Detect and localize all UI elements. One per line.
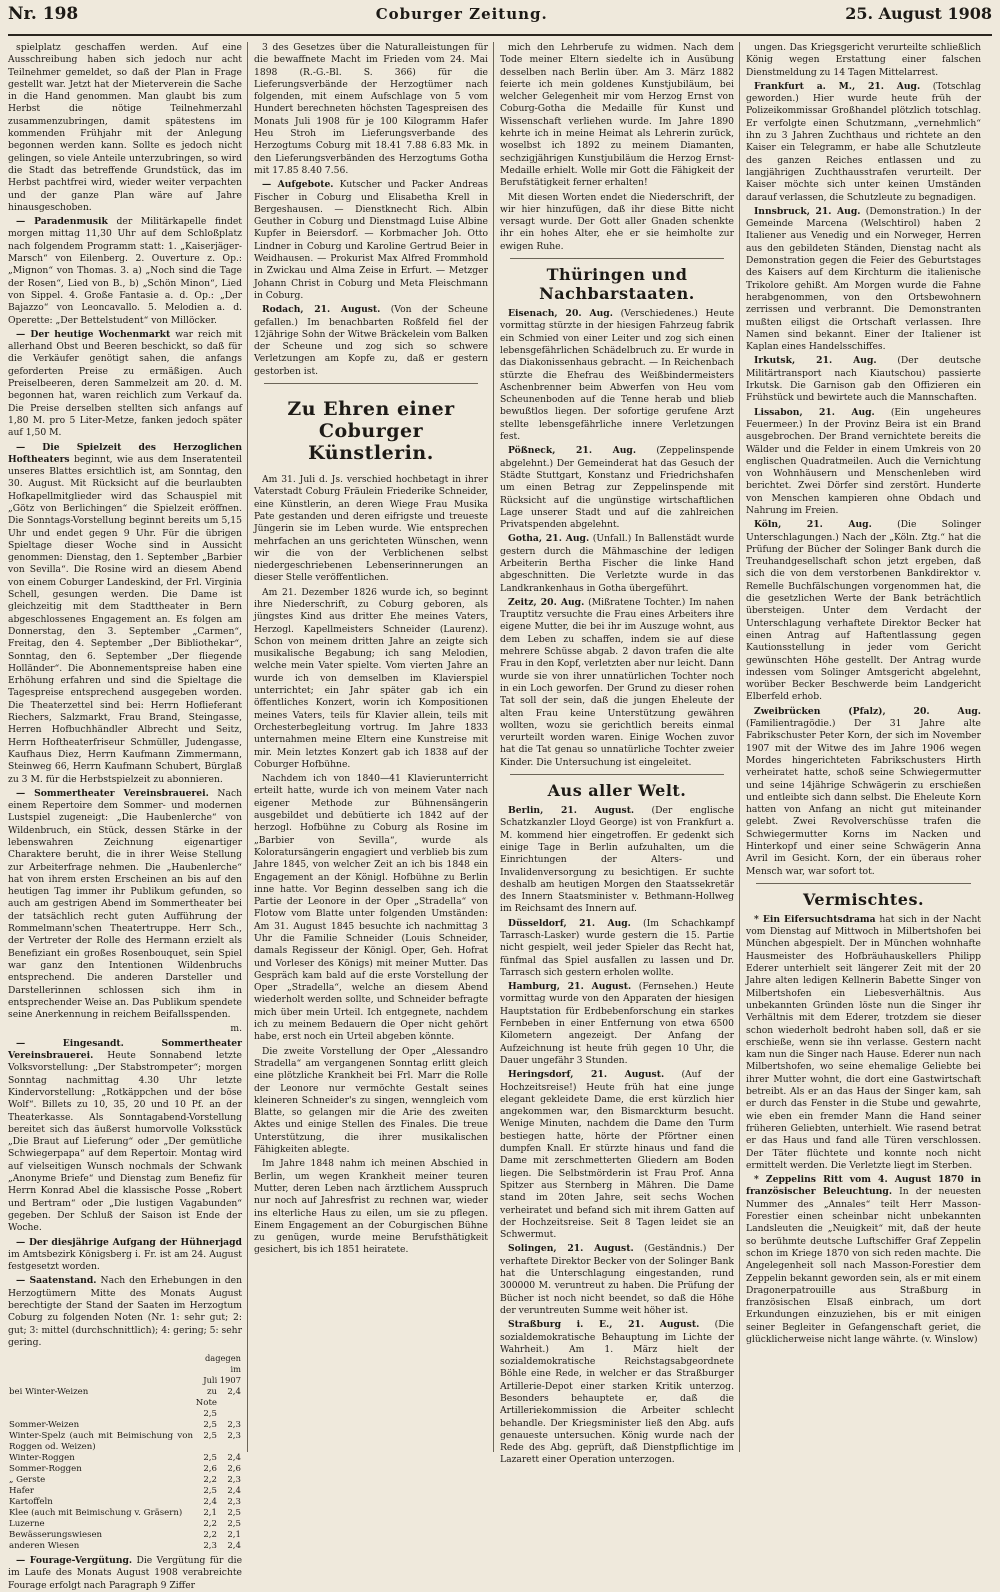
table-cell-label: Sommer-Weizen (9, 1420, 80, 1431)
article-subheading: (Geständnis.) (644, 1243, 707, 1255)
table-cell-note: zu Note 2,5 (195, 1387, 217, 1420)
article-subheading: (Demonstration.) (865, 205, 946, 217)
table-cell-note: 2,5 (203, 1431, 217, 1442)
article-heading: * Zeppelins Ritt vom 4. August 1870 in französischer Beleuchtung. (746, 1174, 981, 1198)
table-row (8, 1464, 242, 1475)
article-heading: — Fourage-Vergütung. (16, 1555, 133, 1567)
article-duesseldorf (500, 918, 734, 979)
article-heading: — Der heutige Wochenmarkt (16, 328, 171, 340)
article-saatenstand (8, 1275, 242, 1349)
table-cell-label: Luzerne (9, 1519, 45, 1530)
article-heading: Lissabon, 21. Aug. (754, 406, 875, 418)
article-text: In Ballenstädt wurde gestern durch die Mähmaschine der ledigen Arbeiterin Bertha Fischer die linke Hand abgeschnitten. Die Verletzte wurde in das Landkrankenhaus in Gotha übergeführt. (500, 533, 735, 594)
article-frankfurt (746, 81, 981, 204)
article-text: ist von Frankfurt a. M. kommend hier eingetroffen. Er gedenkt sich einige Tage in Berlin aufzuhalten, um die Einrichtungen der Alters- und Invalidenversorgung zu besichtigen. Er suchte deshalb am heutigen Morgen den Staatssekretär des Innern Staatsminister v. Bethmann-Hollweg im Reichsamt des Innern auf. (500, 817, 735, 915)
table-cell-prev: 2,5 (227, 1508, 241, 1519)
table-header-a: dagegen im (204, 1353, 241, 1375)
article-heading: Zweibrücken (Pfalz), 20. Aug. (754, 705, 981, 717)
article-text: Nach einem Repertoire dem Sommer- und modernen Lustspiel zugeneigt: „Die Haubenlerche“ von Wildenbruch, ein Stück, dessen Stärke in der lebenswahren Zeichnung eigenartiger Charaktere beruht, die in ihrer Weise Stellung zur Arbeiterfrage nehmen. Die „Haubenlerche“ hat von ihrem ersten Erscheinen an bis auf den heutigen Tag immer ihr Publikum gefunden, so auch am gestrigen Abend im Sommertheater bei der tatsächlich recht guten Aufführung der Rommelmann'schen Theatertruppe. Herr Sch., der Vertreter der Rolle des Hermann erzielt als Benefiziant ein großes Rosenbouquet, sein Spiel war ganz den Intentionen Wildenbruchs entsprechend. Die anderen Darsteller und Darstellerinnen schlossen sich ihm in entsprechender Weise an. Das Publikum spendete seine Anerkennung in reichem Beifallsspenden. (8, 787, 243, 1021)
article-huehnerjagd (8, 1237, 242, 1274)
article-text: Am 1. März hielt der sozialdemokratische Reichstagsabgeordnete Böhle eine Rede, in welcher er das Straßburger Artillerie-Depot einer starken Kritik unterzog. Besonders behauptete er, daß die Artilleriekommission die Arbeiter schlecht behandle. Der Kriegsminister ließ den Abg. aufs genaueste untersuchen. König wurde nach der Rede des Abg. geprüft, daß Dienstpflichtige im Lazarett einer Operation unterzogen. (500, 1343, 735, 1466)
article-gotha (500, 533, 734, 594)
article-text: 3 des Gesetzes über die Naturalleistungen für die bewaffnete Macht im Frieden vom 24. Mai 1898 (R.-G.-Bl. S. 366) für die Lieferungsverbände der Herzogtümer nach folgenden, mit einem Aufschlage von 5 vom Hundert berechneten höchsten Tagespreisen des Monats Juli 1908 für je 100 Kilogramm Hafer Heu Stroh im Lieferungsverbande des Herzogtums Coburg mit 18.41 7.88 6.83 Mk. in den Lieferungsverbänden des Herzogtums Gotha mit 17.85 8.40 7.56. (254, 42, 488, 176)
article-text: Kutscher und Packer Andreas Fischer in Coburg und Elisabetha Krell in Bergeshausen. — Dienstknecht Rich. Albin Geuther in Coburg und Dienstmagd Luise Albine Kupfer in Beiersdorf. — Korbmacher Joh. Otto Lindner in Coburg und Karoline Gertrud Beier in Weidhausen. — Prokurist Max Alfred Frommhold in Zwickau und Alma Zeise in Erfurt. — Metzger Johann Christ in Coburg und Meta Fleischmann in Coburg. (254, 179, 488, 301)
table-cell-prev: 2,4 (227, 1387, 241, 1398)
article-heading: * Ein Eifersuchtsdrama (754, 913, 876, 925)
column-2 (254, 42, 494, 1452)
article-rodach (254, 304, 488, 378)
table-cell-label: Klee (auch mit Beimischung v. Gräsern) (9, 1508, 183, 1519)
table-cell-prev: 2,3 (227, 1497, 241, 1508)
article-text: Die zweite Vorstellung der Oper „Alessandro Stradella“ am vergangenen Sonntag erlitt gleich eine plötzliche Krankheit bei Frl. Marr die Rolle der Leonore nur vermöchte Gestalt seines kleineren Schneider's zu singen, wenngleich vom Blatte, so gelangen mir die Arie des zweiten Aktes und einige Stellen des Finales. Die treue Unterstützung, die ihrer musikalischen Fähigkeiten ablegte. (254, 1045, 488, 1156)
table-cell-note: 2,5 (203, 1453, 217, 1464)
article-text: Im benachbarten Roßfeld fiel der 12jährige Sohn der Witwe Bräckelein vom Balken der Scheune und zog sich so schwere Verletzungen am Kopfe zu, daß er gestern gestorben ist. (254, 316, 488, 377)
table-cell-prev: 2,6 (227, 1464, 241, 1475)
article-heading: — Aufgebote. (262, 179, 334, 191)
article-heading: Solingen, 21. August. (508, 1243, 634, 1255)
article-text: In der neuesten Nummer des „Annales“ teilt Herr Masson-Forestier einen scheinbar nicht unbekannten Landsleuten die „Neuigkeit“ mit, daß der heute so berühmte deutsche Luftschiffer Graf Zeppelin schon im Kriege 1870 von sich reden machte. Die Angelegenheit soll nach Masson-Forestier dem Zeppelin bekannt geworden sein, als er mit einem Dragonerpatrouille aus Straßburg in französischen Elsaß einbrach, um dort Erkundungen einzuziehen, bis er mit einigen seiner Begleiter in Gefangenschaft geriet, die glücklicherweise nicht lange währte. (v. Winslow) (746, 1186, 981, 1345)
article-text: Der verhaftete Direktor Becker von der Solinger Bank hat die Unterschlagung eingestanden, rund 300000 M. veruntreut zu haben. Die Prüfung der Bücher ist noch nicht beendet, so daß die Höhe der veruntreuten Summe weit höher ist. (500, 1243, 735, 1316)
article-zweibruecken (746, 706, 981, 878)
article-subheading: (Verschiedenes.) (620, 308, 698, 320)
table-cell-note: 2,2 (203, 1519, 217, 1530)
article-heading: — Saatenstand. (16, 1275, 97, 1287)
table-cell-prev: 2,5 (227, 1519, 241, 1530)
article-heading: Irkutsk, 21. Aug. (754, 355, 877, 367)
table-cell-prev: 2,3 (227, 1420, 241, 1431)
table-header-row (8, 1352, 242, 1387)
column-3 (500, 42, 740, 1466)
signature: m. (230, 1023, 242, 1035)
table-cell-prev: 2,4 (227, 1541, 241, 1552)
table-cell-label: anderen Wiesen (9, 1541, 80, 1552)
article-heading: Straßburg i. E., 21. August. (508, 1319, 700, 1331)
article-eisenach (500, 308, 734, 443)
article-strassburg (500, 1319, 734, 1467)
divider (264, 383, 478, 384)
article-text: Hier wurde heute früh der Polizeikommissar Großhandel plötzlich totschlag. Er verfolgte einen Schutzmann, „vernehmlich“ ihn zu 3 Jahren Zuchthaus und richtete an den Kaiser ein Telegramm, er habe alle Schutzleute des ganzen Reiches entlassen und zu langjährigen Zuchthausstrafen verurteilt. Der Kaiser möchte sich unter keinen Umständen darauf verlassen, die Schutzleute zu begnadigen. (746, 93, 981, 203)
table-cell-prev: 2,3 (227, 1431, 241, 1442)
table-cell-label: „ Gerste (9, 1475, 46, 1486)
issue-date: 25. August 1908 (845, 4, 992, 23)
article-text: ungen. Das Kriegsgericht verurteilte schließlich König wegen Erstattung einer falschen Dienstmeldung zu 14 Tagen Mittelarrest. (746, 42, 981, 78)
article-lissabon (746, 407, 981, 518)
article-heading: Berlin, 21. August. (508, 805, 635, 817)
section-heading-thueringen: Thüringen und Nachbarstaaten. (539, 265, 695, 304)
article-text: Mit diesen Worten endet die Niederschrift, der wir hier hinzufügen, daß ihr diese Bitte nicht versagt wurde. Der Gott aller Gnaden schenkte ihr ein hohes Alter, ehe er sie heimholte zur ewigen Ruhe. (500, 191, 734, 252)
article-text: war reich mit allerhand Obst und Beeren beschickt, so daß für die Verkäufer genötigt sahen, die anfangs geforderten Preise zu ermäßigen. Auch Preiselbeeren, deren Sammelzeit am 20. d. M. begonnen hat, waren reichlich zum Verkauf da. Die Preise derselben stellten sich anfangs auf 1,80 M. pro 5 Liter-Metze, fanken jedoch später auf 1,50 M. (8, 328, 243, 439)
table-row (8, 1486, 242, 1497)
article-text: Im Jahre 1848 nahm ich meinen Abschied in Berlin, um wegen Krankheit meiner teuren Mutter, deren Leben nach ärztlichem Ausspruch nur noch auf Jahresfrist zu rechnen war, wieder ins elterliche Haus zu eilen, um sie zu pflegen. Einem Engagement an der Coburgischen Bühne zu genügen, wurde meine Berufsthätigkeit gesichert, bis ich 1851 heiratete. (254, 1158, 488, 1256)
article-subheading: (Der englische Schatzkanzler Lloyd George) (500, 805, 735, 829)
column-container (8, 42, 992, 1591)
article-heading: — Sommertheater Vereinsbrauerei. (16, 787, 209, 799)
article-irkutsk (746, 355, 981, 404)
article-heading: Gotha, 21. Aug. (508, 533, 590, 545)
article-hoftheater (8, 442, 242, 786)
table-cell-note: 2,3 (203, 1541, 217, 1552)
article-heading: Rodach, 21. August. (262, 304, 381, 316)
article-text: Nach der „Köln. Ztg.“ hat die Prüfung der Bücher der Solinger Bank durch die Treuhandgesellschaft schon jetzt ergeben, daß sich die von dem verstorbenen Bankdirektor v. Remelle Buchfälschungen vorgenommen hat, die die gesetzlichen Werte der Bank beträchtlich übersteigen. Unter dem Verdacht der Unterschlagung verhaftete Direktor Becker hat einen Antrag auf Haftentlassung gegen Kautionsstellung in jeder vom Gericht gewünschten Höhe gestellt. Der Antrag wurde indessen vom Solinger Amtsgericht abgelehnt, worüber Becker Beschwerde beim Landgericht Elberfeld erhob. (746, 531, 982, 703)
article-poessneck (500, 445, 734, 531)
article-fourage (8, 1555, 242, 1592)
table-cell-note: 2,4 (203, 1497, 217, 1508)
article-heading: Zeitz, 20. Aug. (508, 596, 585, 608)
article-eifersuchtsdrama (746, 914, 981, 1172)
article-subheading: (Im Schachkampf Tarrasch-Lasker) (500, 917, 734, 941)
article-text: Heute früh hat eine junge elegant gekleidete Dame, die erst kürzlich hier angekommen war, den Bismarckturm besucht. Wenige Minuten, nachdem die Dame den Turm bestiegen hatte, hörte der Pförtner einen dumpfen Knall. Er stürzte hinaus und fand die Dame mit zerschmetterten Gliedern am Boden liegen. Die Selbstmörderin ist Frau Prof. Anna Spitzer aus Sternberg in Mähren. Die Dame stand im 20ten Jahre, seit sechs Wochen verheiratet und befand sich mit ihrem Gatten auf der Hochzeitsreise. Seit 8 Tagen leidet sie an Schwermut. (500, 1081, 735, 1241)
article-text: Im nahen Trauptitz versuchte die Frau eines Arbeiters ihre eigene Mutter, die bei ihr im Auszuge wohnt, aus dem Leben zu schaffen, indem sie auf diese mehrere Schüsse abgab. 2 davon trafen die alte Frau in den Kopf, verletzten aber nur leicht. Dann wurde sie von ihrer unnatürlichen Tochter noch in ein Loch geworfen. Der Grund zu dieser rohen Tat soll der sein, daß die jungen Eheleute der alten Frau keine Unterstützung gewähren wollten, wozu sie gerichtlich bereits einmal verurteilt worden waren. Einige Wochen zuvor hat die Tat genau so unnatürliche Tochter zweier Kinder. Die Untersuchung ist eingeleitet. (500, 596, 735, 768)
article-text: beginnt, wie aus dem Inseratenteil unseres Blattes ersichtlich ist, am Sonntag, den 30. August. Mit Rücksicht auf die beurlaubten Hofkapellmitglieder wird das Schauspiel mit „Götz von Berlichingen“ die Spielzeit eröffnen. Die Sonntags-Vorstellung beginnt bereits um 5,15 Uhr und endet gegen 9 Uhr. Für die übrigen Spieltage dieser Woche sind in Aussicht genommen: Dienstag, den 1. September „Barbier von Sevilla“. Die Rosine wird an diesem Abend von einem Coburger Landeskind, der Frl. Virginia Schell, gesungen werden. Die Dame ist gleichzeitig mit dem Stadttheater in Bern abgeschlossenes Engagement an. Es folgen am Donnerstag, den 3. September „Carmen“, Freitag, den 4. September „Der Bibliothekar“, Sonntag, den 6. September „Der fliegende Holländer“. Die Abonnementspreise haben eine Erhöhung erfahren und sind die Spieltage die Tagespreise entsprechend ausgegeben worden. Die Theaterzettel sind bei: Herrn Hoflieferant Riechers, Salzmarkt, Frau Brand, Steingasse, Herren Hofbuchhändler Albrecht und Seitz, Herrn Hoftheaterfriseur Schmüller, Judengasse, Kaufhaus Diez, Herrn Kaufmann Zimmermann, Steinweg 66, Herrn Kaufmann Schubert, Bürglaß zu 3 M. für die Herbstspielzeit zu abonnieren. (8, 453, 242, 785)
table-cell-prev: 2,3 (227, 1475, 241, 1486)
table-cell-label: Kartoffeln (9, 1497, 53, 1508)
article-text: der Militärkapelle findet morgen mittag 11,30 Uhr auf dem Schloßplatz nach folgendem Programm statt: 1. „Kaiserjäger-Marsch“ von Eilenberg. 2. Ouverture z. Op.: „Mignon“ von Thomas. 3. a) „Noch sind die Tage der Rosen“, Lied von B., b) „Schön Minon“, Lied von Sippel. 4. Große Fantasie a. d. Op.: „Der Bajazzo“ von Leoncavallo. 5. Melodien a. d. Operette: „Der Bettelstudent“ von Millöcker. (8, 216, 242, 326)
article-subheading: (Mißratene Tochter.) (588, 596, 686, 608)
article-text: Nachdem ich von 1840—41 Klavierunterricht erteilt hatte, wurde ich von meinem Vater nach eigener Methode zur Bühnensängerin ausgebildet und debütierte ich 1842 auf der herzogl. Hofbühne zu Coburg als Rosine im „Barbier von Sevilla“, wurde als Koloratursängerin engagiert und verblieb bis zum Jahre 1845, von welcher Zeit an ich bis 1848 ein Engagement an der Königl. Hofbühne zu Berlin inne hatte. Vor Beginn desselben sang ich die Partie der Leonore in der Oper „Stradella“ von Flotow vom Blatte unter folgenden Umständen: Am 31. August 1845 besuchte ich nachmittag 3 Uhr die Familie Schneider (Louis Schneider, damals Regisseur der Königl. Oper, Geh. Hofrat und Vorleser des Königs) mit meiner Mutter. Das Gespräch kam bald auf die erste Vorstellung der Oper „Stradella“, welche an diesem Abend wiederholt werden sollte, und Schneider befragte mich über mein Urteil. Ich entgegnete, nachdem ich zu meinem Bedauern die Oper nicht gehört habe, erst noch ein Urteil abgeben könnte. (254, 773, 488, 1043)
table-cell-label: Winter-Roggen (9, 1453, 75, 1464)
article-zeitz (500, 597, 734, 769)
table-row (8, 1519, 242, 1530)
article-subheading: (Die sozialdemokratische Behauptung im Lichte der Wahrheit.) (500, 1319, 734, 1355)
table-row (8, 1497, 242, 1508)
article-heading: Frankfurt a. M., 21. Aug. (754, 80, 921, 92)
article-subheading: (Unfall.) (592, 533, 632, 545)
article-heading: Innsbruck, 21. Aug. (754, 205, 861, 217)
divider (510, 258, 724, 259)
article-paradenmusik (8, 216, 242, 327)
article-heading: Hamburg, 21. August. (508, 981, 632, 993)
article-subheading: (Ein ungeheures Feuermeer.) (746, 406, 981, 430)
table-cell-label: Sommer-Roggen (9, 1464, 82, 1475)
article-text: mich den Lehrberufe zu widmen. Nach dem Tode meiner Eltern siedelte ich in Ausübung desselben nach Berlin über. Am 3. März 1882 feierte ich mein goldenes Kunstjubiläum, bei welcher Gelegenheit mir vom Herzog Ernst von Coburg-Gotha die Medaille für Kunst und Wissenschaft verliehen wurde. Im Jahre 1890 kehrte ich in meine Heimat als Lehrerin zurück, woselbst ich 1892 zu meinem Diamanten, sechzigjährigen Kunstjubiläum die Herzog Ernst-Medaille erhielt. Wolle mir Gott die Fähigkeit der Berufstätigkeit ferner erhalten! (500, 42, 734, 189)
article-subheading: (Der deutsche Militärtransport nach Kiautschou) (746, 355, 981, 379)
table-cell-note: 2,5 (203, 1486, 217, 1497)
table-row (8, 1541, 242, 1552)
article-heading: Heringsdorf, 21. August. (508, 1069, 665, 1081)
feature-title: Zu Ehren einer Coburger Künstlerin. (287, 398, 455, 465)
article-heading: — Die Spielzeit des Herzoglichen Hoftheaters (8, 441, 242, 465)
table-cell-note: 2,6 (203, 1464, 217, 1475)
table-row (8, 1475, 242, 1486)
divider (756, 883, 971, 884)
article-text: In der Provinz Beira ist ein Brand ausgebrochen. Der Brand vernichtete bereits die Wälder und die Felder in einem Umkreis von 20 englischen Quadratmeilen. Auch die Vernichtung von Wohnhäusern und Menschenleben wird berichtet. Zwei Dörfer sind zerstört. Hunderte von Menschen kampieren ohne Obdach und Nahrung im Freien. (746, 418, 982, 516)
article-aufgebote (254, 179, 488, 302)
section-heading-vermischtes: Vermischtes. (802, 889, 925, 909)
article-text: spielplatz geschaffen werden. Auf eine Ausschreibung haben sich jedoch nur acht Teilnehmer gemeldet, so daß der Plan in Frage gestellt war. Jetzt hat der Mieterverein die Sache in die Hand genommen. Man glaubt bis zum Herbst die nötige Teilnehmerzahl zusammenzubringen, damit spätestens im kommenden Frühjahr mit der Anlegung begonnen werden kann. Sollte es jedoch nicht gelingen, so viele Anteile unterzubringen, so wird die Stadt das betreffende Grundstück, das im Herbst pachtfrei wird, wieder weiter verpachten und der ganze Plan wäre auf Jahre hinausgeschoben. (8, 42, 242, 213)
table-cell-note: 2,5 (203, 1420, 217, 1431)
table-row (8, 1387, 242, 1420)
article-heading: — Der diesjährige Aufgang der Hühnerjagd (16, 1236, 242, 1248)
article-text: Heute Sonnabend letzte Volksvorstellung: „Der Stabstrompeter“; morgen Sonntag nachmittag 4.30 Uhr letzte Kindervorstellung: „Rotkäppchen und der böse Wolf“. Billets zu 10, 35, 20 und 10 Pf. an der Theaterkasse. Als Sonntagabend-Vorstellung bereitet sich das äußerst humorvolle Volksstück „Die Braut auf Lieferung“ oder „Der gemütliche Schwiegerpapa“ auf dem Repertoir. Montag wird auf vielseitigen Wunsch nochmals der Schwank „Anonyme Briefe“ und Dienstag zum Benefiz für Herrn Konrad Abel die klassische Posse „Robert und Bertram“ oder „Die lustigen Vagabunden“ gegeben. Der Schluß der Saison ist Ende der Woche. (8, 1050, 242, 1234)
article-text: Der Gemeinderat hat das Gesuch der Städte Stuttgart, Konstanz und Friedrichshafen um einen Betrag zur Zeppelinspende mit Rücksicht auf die ungünstige wirtschaftlichen Lage unserer Stadt und auf die zahlreichen Privatspenden abgelehnt. (500, 457, 734, 531)
article-subheading: (Von der Scheune gefallen.) (254, 304, 488, 328)
table-row (8, 1420, 242, 1431)
section-heading-aus-aller-welt: Aus aller Welt. (547, 781, 687, 801)
article-text: passierte Irkutsk. Die Garnison gab den Offizieren ein Frühstück und bewirtete auch die Mannschaften. (746, 367, 981, 404)
article-sommertheater (8, 788, 242, 1022)
table-row (8, 1431, 242, 1453)
article-text: Der 31 Jahre alte Fabrikschuster Peter Korn, der sich im November 1907 mit der Witwe des im Jahre 1906 wegen Mordes hingerichteten Fabrikschusters Hirth verheiratet hatte, schoß seine Schwiegermutter und seine 14jährige Schwägerin zu erschießen und entleibte sich dann selbst. Die Eheleute Korn hatten von Anfang an nicht gut miteinander gelebt. Zwei Revolverschüsse trafen die Schwiegermutter Korns im Nacken und Hinterkopf und einer seine Schwägerin Anna Avril im Gesicht. Korn, der ein überaus roher Mensch war, war sofort tot. (746, 718, 981, 877)
article-subheading: (Familientragödie.) (746, 718, 836, 730)
article-heading: Pößneck, 21. Aug. (508, 445, 637, 457)
article-subheading: (Zeppelinspende abgelehnt.) (500, 445, 735, 469)
table-cell-label: Bewässerungswiesen (9, 1530, 103, 1541)
article-text: Heute vormittag wurde von den Apparaten der hiesigen Hauptstation für Erdbebenforschung ein starkes Fernbeben in einer Entfernung von etwa 6500 Kilometern angezeigt. Der Anfang der Aufzeichnung ist heute früh gegen 10 Uhr, die Dauer ungefähr 3 Stunden. (500, 981, 734, 1066)
table-row (8, 1508, 242, 1519)
table-header-b: Juli 1907 (203, 1375, 241, 1386)
paper-title: Coburger Zeitung. (375, 5, 548, 23)
table-header (194, 1352, 242, 1387)
article-text: Nach den Erhebungen in den Herzogtümern Mitte des Monats August berechtigte der Stand der Saaten im Herzogtum Coburg zu folgenden Noten (Nr. 1: sehr gut; 2: gut; 3: mittel (durchschnittlich); 4: gering; 5: sehr gering. (8, 1275, 243, 1348)
article-text: hat sich in der Nacht vom Dienstag auf Mittwoch in Milbertshofen bei München abgespielt. Der in München wohnhafte Hausmeister des Hofbräuhauskellers Philipp Ederer unterhielt seit längerer Zeit mit der 20 Jahre alten ledigen Kellnerin Babette Singer von Milbertshofen ein Liebesverhältnis. Aus unbekannten Gründen löste nun die Singer ihr Verhältnis mit dem Ederer, trotzdem sie dieser schon wiederholt bedroht haben soll, daß er sie erschieße, wenn sie ihn verlasse. Gestern nacht kam nun die Singer nach Hause. Ederer nun nach Milbertshofen, wo seine ehemalige Geliebte bei ihrer Mutter wohnt, die dort eine Gastwirtschaft betreibt. Als er an das Haus der Singer kam, sah er durch das Fenster in die Stube und gewahrte, wie eben ein fremder Mann die Hand seiner früheren Geliebten, unterhielt. Wie rasend betrat er das Haus und fand alle Türen verschlossen. Der Täter flüchtete und konnte noch nicht ermittelt werden. Die Verletzte liegt im Sterben. (746, 913, 981, 1171)
table-cell-prev: 2,4 (227, 1453, 241, 1464)
table-cell-note: 2,2 (203, 1475, 217, 1486)
saatenstand-table (8, 1352, 242, 1552)
table-cell-note: 2,1 (203, 1508, 217, 1519)
article-hamburg (500, 981, 734, 1067)
article-solingen (500, 1243, 734, 1317)
article-text: Am 31. Juli d. Js. verschied hochbetagt in ihrer Vaterstadt Coburg Fräulein Friederike Schneider, eine Künstlerin, an deren Wiege Frau Musika Pate gestanden und deren eifrigste und treueste Jüngerin sie im Leben wurde. Wie entsprechen mehrfachen an uns gerichteten Wünschen, wenn wir die von der Verblichenen selbst niedergeschriebenen Lebenserinnerungen an dieser Stelle veröffentlichen. (254, 474, 488, 584)
article-wochenmarkt (8, 329, 242, 440)
table-cell-label: Winter-Spelz (auch mit Beimischung von Roggen od. Weizen) (9, 1431, 193, 1453)
article-heringsdorf (500, 1069, 734, 1241)
article-text: Am 21. Dezember 1826 wurde ich, so beginnt ihre Niederschrift, zu Coburg geboren, als jüngstes Kind aus dritter Ehe meines Vaters, Herzogl. Kapellmeisters Schneider (Laurenz). Schon von meinem dritten Jahre an zeigte sich musikalische Begabung; ich sang Melodien, welche mein Vater spielte. Vom vierten Jahre an wurde ich von demselben im Klavierspiel unterrichtet; ein Jahr später gab ich ein öffentliches Konzert, worin ich Kompositionen meines Vaters, teils für Klavier allein, teils mit Orchesterbegleitung vortrug. Im Jahre 1833 unternahmen meine Eltern eine Kunstreise mit mir. Mein letztes Konzert gab ich 1838 auf der Coburger Hofbühne. (254, 586, 488, 770)
article-text: Die Vergütung für die im Laufe des Monats August 1908 verabreichte Fourage erfolgt nach Paragraph 9 Ziffer (8, 1555, 243, 1591)
article-heading: — Eingesandt. Sommertheater Vereinsbrauerei. (8, 1037, 242, 1062)
article-heading: Eisenach, 20. Aug. (508, 308, 613, 320)
table-cell-label: Hafer (9, 1486, 34, 1497)
article-subheading: (Die Solinger Unterschlagungen.) (746, 519, 982, 543)
article-subheading: (Fernsehen.) (638, 981, 698, 993)
article-zeppelin (746, 1174, 981, 1346)
table-cell-note: 2,2 (203, 1530, 217, 1541)
article-heading: Düsseldorf, 21. Aug. (508, 917, 631, 929)
article-eingesandt (8, 1038, 242, 1235)
table-body (8, 1387, 242, 1552)
article-subheading: (Totschlag geworden.) (746, 80, 981, 105)
article-text: Heute vormittag stürzte in der hiesigen Fahrzeug fabrik ein Schmied von einer Leiter und zog sich einen lebensgefährlichen Schädelbruch zu. Er wurde in das Diakonissenhaus gebracht. — In Reichenbach stürzte die Ehefrau des Weißbindermeisters Aschenbrenner beim Abwerfen von Heu vom Scheunenboden auf die Tenne herab und blieb bewußtlos liegen. Der sofortige gerufene Arzt stellte lebensgefährliche innere Verletzungen fest. (500, 308, 735, 443)
table-cell-prev: 2,4 (227, 1486, 241, 1497)
table-row (8, 1530, 242, 1541)
article-text: im Amtsbezirk Königsberg i. Fr. ist am 24. August festgesetzt worden. (8, 1248, 242, 1273)
column-1 (8, 42, 248, 1591)
article-innsbruck (746, 206, 981, 354)
issue-number: Nr. 198 (8, 4, 79, 24)
article-heading: Köln, 21. Aug. (754, 519, 872, 531)
table-row (8, 1453, 242, 1464)
masthead (8, 4, 992, 36)
column-4 (746, 42, 986, 1452)
divider (510, 774, 724, 775)
article-berlin (500, 805, 734, 916)
article-text: wurde gestern die 15. Partie nicht gespielt, weil jeder Spieler das Recht hat, fünfmal das Spiel ausfallen zu lassen und Dr. Tarrasch sich gestern erholen wollte. (500, 930, 735, 978)
article-subheading: (Auf der Hochzeitsreise!) (500, 1069, 734, 1093)
article-text: In der Gemeinde Marcena (Welschtirol) haben 2 Italiener aus Venedig und ein Norweger, Herren aus den gebildeten Ständen, Dienstag nacht als Demonstration gegen die Feier des Geburtstages des Kaisers auf dem Kirchturm die italienische Trikolore gehißt. Am Morgen wurde die Fahne herabgenommen, von den Ortsbewohnern zerrissen und verbrannt. Die Demonstranten mußten eiligst die Ortschaft verlassen. Ihre Namen sind bekannt. Einer der Italiener ist Kaplan eines Handelsschiffes. (746, 205, 981, 353)
table-cell-prev: 2,1 (227, 1530, 241, 1541)
article-heading: — Paradenmusik (16, 216, 108, 228)
table-cell-label: bei Winter-Weizen (9, 1387, 89, 1398)
article-koeln (746, 519, 981, 703)
